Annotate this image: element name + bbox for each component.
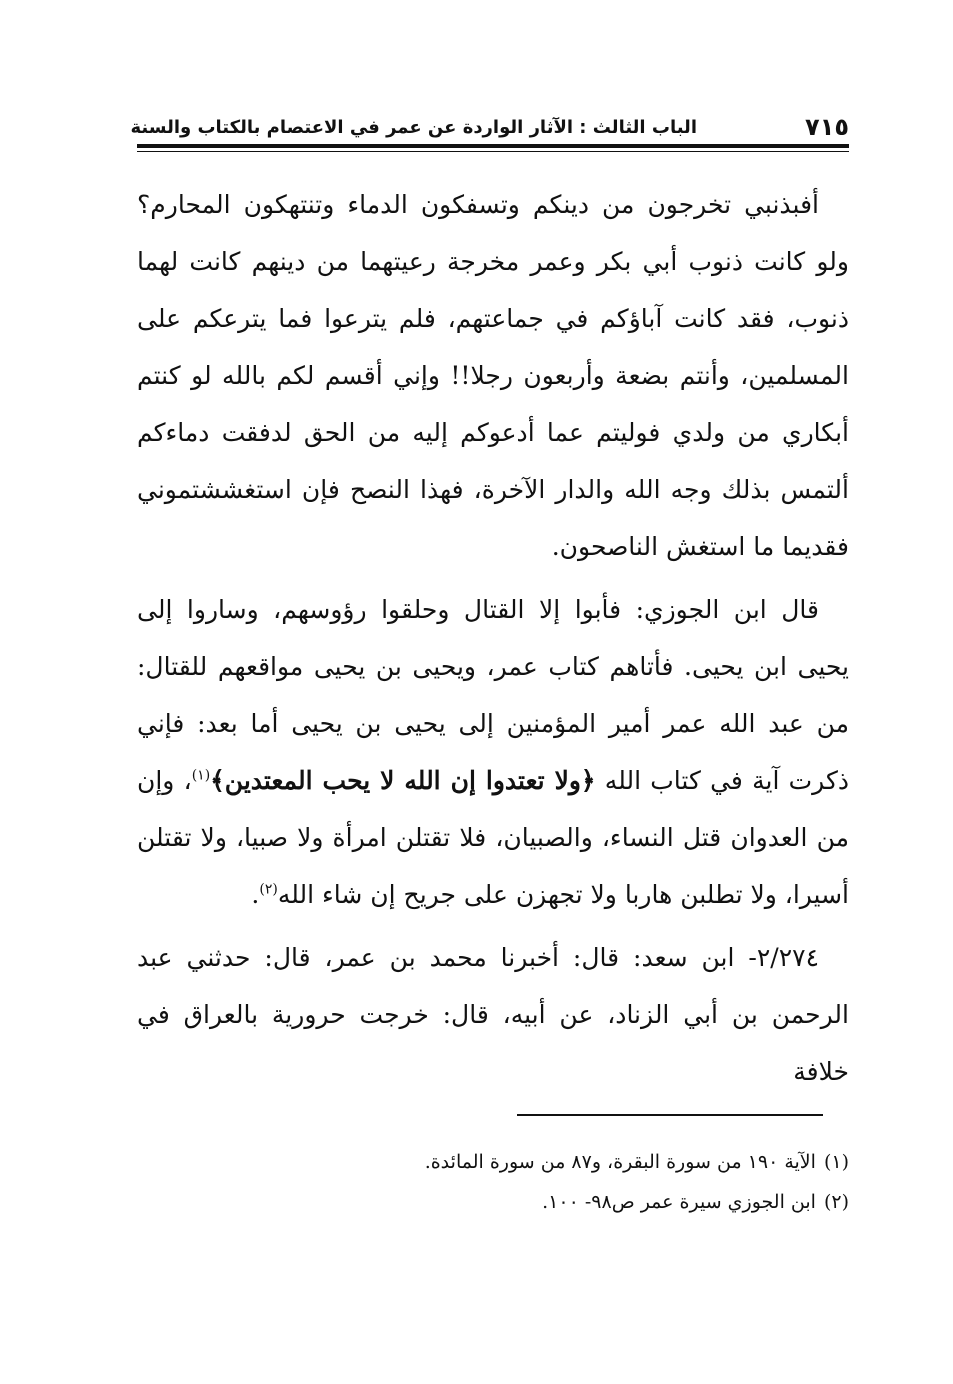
- paragraph-2-text-middle: ، وإن من العدوان قتل النساء، والصبيان، فلا تقتلن امرأة ولا صبيا، ولا تقتلن أسيرا، ولا تطلبن هاربا ولا تجهزن على جريح إن شاء الله: [137, 766, 849, 909]
- footnote-2-marker: (٢): [823, 1191, 849, 1213]
- footnote-1-marker: (١): [823, 1151, 849, 1173]
- header-rule-thin: [137, 151, 849, 152]
- footnote-separator: [517, 1114, 823, 1116]
- paragraph-2-text-after: .: [251, 880, 260, 909]
- footnote-2-text: ابن الجوزي سيرة عمر ص٩٨- ١٠٠.: [542, 1191, 816, 1213]
- paragraph-2-text-before: قال ابن الجوزي: فأبوا إلا القتال وحلقوا رؤوسهم، وساروا إلى يحيى ابن يحيى. فأتاهم كتاب عمر، ويحيى بن يحيى مواقعهم للقتال: من عبد الله عمر أمير المؤمنين إلى يحيى بن يحيى أما بعد: فإني ذكرت آية في كتاب الله: [137, 595, 849, 795]
- paragraph-2: [137, 581, 849, 923]
- footnote-1-text: الآية ١٩٠ من سورة البقرة، و٨٧ من سورة المائدة.: [424, 1151, 816, 1173]
- main-text: [137, 176, 849, 1100]
- running-title: الباب الثالث : الآثار الواردة عن عمر في الاعتصام بالكتاب والسنة: [130, 117, 697, 138]
- footnotes: [137, 1142, 849, 1222]
- footnote-2: [137, 1182, 849, 1222]
- paragraph-3: ٢/٢٧٤- ابن سعد: قال: أخبرنا محمد بن عمر، قال: حدثني عبد الرحمن بن أبي الزناد، عن أبيه، قال: خرجت حرورية بالعراق في خلافة: [137, 943, 849, 1086]
- paragraph-1: أفبذنبي تخرجون من دينكم وتسفكون الدماء وتنتهكون المحارم؟ ولو كانت ذنوب أبي بكر وعمر مخرجة رعيتهما من دينهم كانت لهما ذنوب، فقد كانت آباؤكم في جماعتهم، فلم يترعوا فما يترعكم على المسلمين، وأنتم بضعة وأربعون رجلا!! وإني أقسم لكم بالله لو كنتم أبكاري من ولدي فوليتم عما أدعوكم إليه من الحق لدفقت دماءكم ألتمس بذلك وجه الله والدار الآخرة، فهذا النصح فإن استغششتموني فقديما ما استغش الناصحون.: [137, 190, 849, 561]
- quran-verse: ﴿ولا تعتدوا إن الله لا يحب المعتدين﴾: [210, 766, 596, 795]
- footnote-ref-2: (٢): [259, 881, 278, 898]
- header-rule-thick: [137, 144, 849, 148]
- footnote-1: [137, 1142, 849, 1182]
- footnote-ref-1: (١): [191, 767, 211, 784]
- page-number: ٧١٥: [805, 113, 849, 141]
- page-header: [130, 112, 849, 142]
